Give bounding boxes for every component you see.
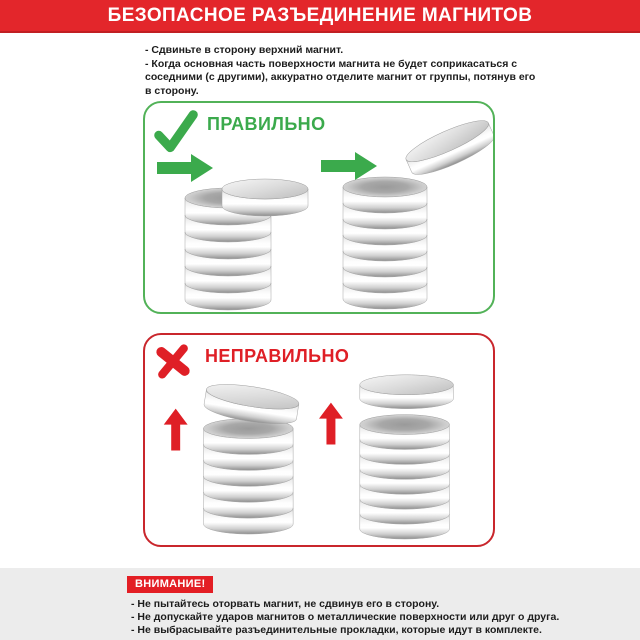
warning-footer <box>0 568 640 640</box>
correct-panel <box>143 101 495 314</box>
instruction-item: - Сдвиньте в сторону верхний магнит. <box>145 44 344 56</box>
incorrect-scene <box>145 335 493 544</box>
warning-item: - Не выбрасывайте разъединительные прокладки, которые идут в комплекте. <box>131 624 542 636</box>
magnet-disc-floating <box>360 375 454 409</box>
arrow-right-icon <box>321 152 377 180</box>
warning-items <box>131 598 631 637</box>
warning-item: - Не пытайтесь оторвать магнит, не сдвинув его в сторону. <box>131 598 440 610</box>
warning-badge: ВНИМАНИЕ! <box>127 576 213 593</box>
magnet-stack <box>204 419 294 534</box>
warning-item: - Не допускайте ударов магнитов о металлические поверхности или друг о друга. <box>131 611 560 623</box>
magnet-stack <box>343 177 427 309</box>
magnet-disc-flying <box>402 114 493 182</box>
instructions-block <box>145 44 537 98</box>
magnet-stack <box>360 415 450 539</box>
incorrect-panel-title: НЕПРАВИЛЬНО <box>205 346 350 366</box>
arrow-right-icon <box>157 154 213 182</box>
header-bar <box>0 0 640 33</box>
magnet-disc-slid <box>222 179 308 216</box>
instruction-item: - Когда основная часть поверхности магнита не будет соприкасаться с соседними (с другими), аккуратно отделите магнит от группы, потянув его в сторону. <box>145 57 536 97</box>
correct-panel-title: ПРАВИЛЬНО <box>207 114 326 134</box>
arrow-up-icon <box>319 403 343 445</box>
page-title: БЕЗОПАСНОЕ РАЗЪЕДИНЕНИЕ МАГНИТОВ <box>107 4 533 26</box>
incorrect-panel <box>143 333 495 547</box>
arrow-up-icon <box>164 409 188 451</box>
correct-scene <box>145 103 493 312</box>
